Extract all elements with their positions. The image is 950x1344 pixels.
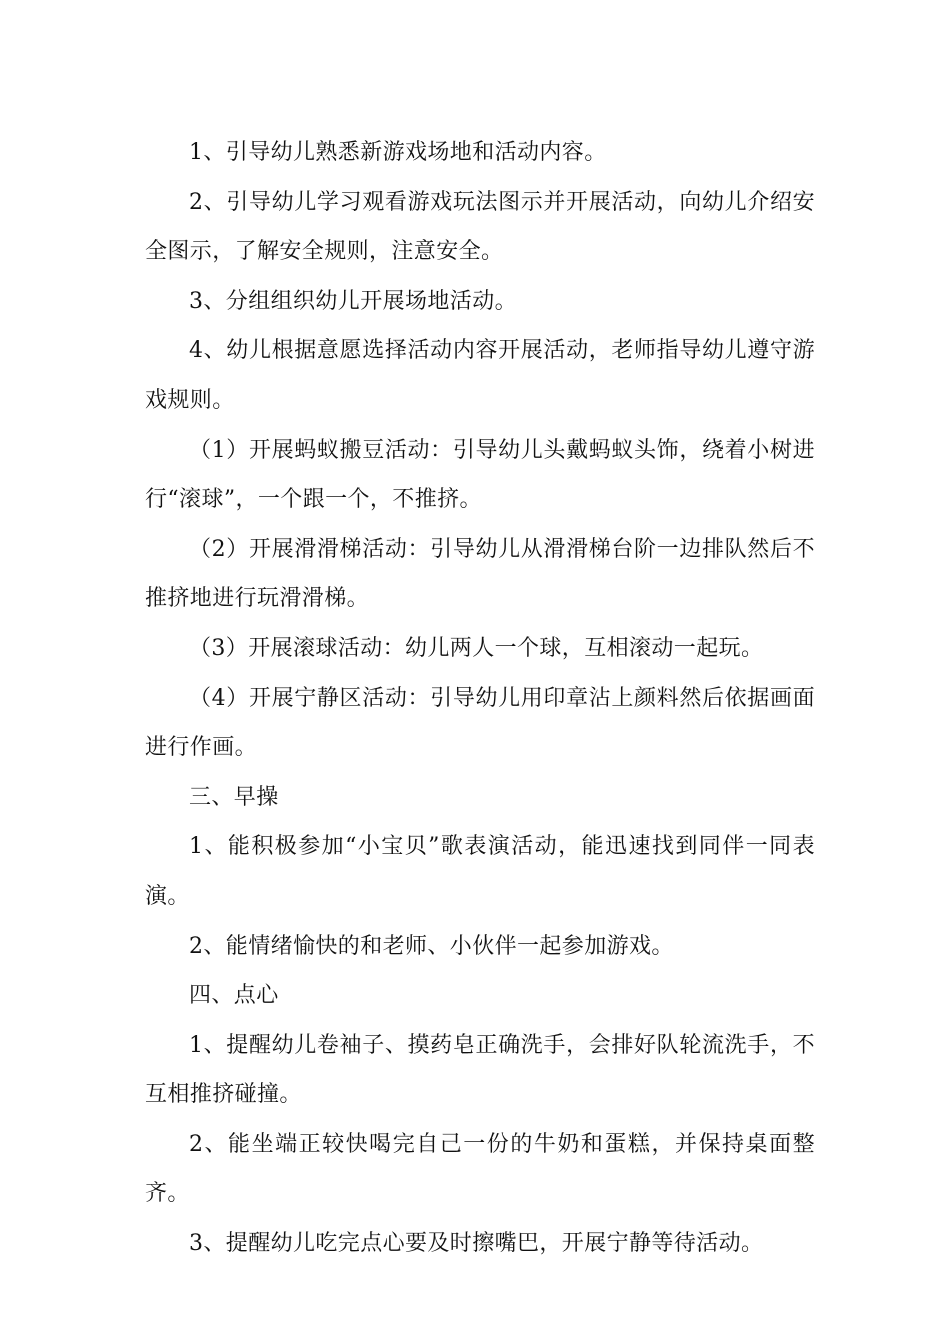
paragraph-1: 1、引导幼儿熟悉新游戏场地和活动内容。 (189, 140, 607, 165)
paragraph-3: 3、分组组织幼儿开展场地活动。 (189, 288, 517, 314)
document-page (145, 128, 815, 1269)
paragraph-13: 1、提醒幼儿卷袖子、摸药皂正确洗手，会排好队轮流洗手，不互相推挤碰撞。 (145, 1032, 815, 1108)
paragraph-11: 2、能情绪愉快的和老师、小伙伴一起参加游戏。 (189, 933, 674, 959)
section-heading-snack: 四、点心 (189, 983, 279, 1009)
paragraph-7: （3）开展滚球活动：幼儿两人一个球，互相滚动一起玩。 (189, 635, 764, 661)
paragraph-8: （4）开展宁静区活动：引导幼儿用印章沾上颜料然后依据画面进行作画。 (145, 685, 815, 761)
paragraph-5: （1）开展蚂蚁搬豆活动：引导幼儿头戴蚂蚁头饰，绕着小树进行“滚球”，一个跟一个，不推挤。 (145, 437, 815, 513)
paragraph-15: 3、提醒幼儿吃完点心要及时擦嘴巴，开展宁静等待活动。 (189, 1231, 764, 1257)
paragraph-14: 2、能坐端正较快喝完自己一份的牛奶和蛋糕，并保持桌面整齐。 (145, 1131, 815, 1207)
section-heading-morning-exercise: 三、早操 (189, 784, 279, 810)
paragraph-2: 2、引导幼儿学习观看游戏玩法图示并开展活动，向幼儿介绍安全图示，了解安全规则，注意安全。 (145, 189, 815, 265)
paragraph-6: （2）开展滑滑梯活动：引导幼儿从滑滑梯台阶一边排队然后不推挤地进行玩滑滑梯。 (145, 536, 815, 612)
paragraph-10: 1、能积极参加“小宝贝”歌表演活动，能迅速找到同伴一同表演。 (145, 834, 815, 909)
paragraph-4: 4、幼儿根据意愿选择活动内容开展活动，老师指导幼儿遵守游戏规则。 (145, 338, 815, 413)
